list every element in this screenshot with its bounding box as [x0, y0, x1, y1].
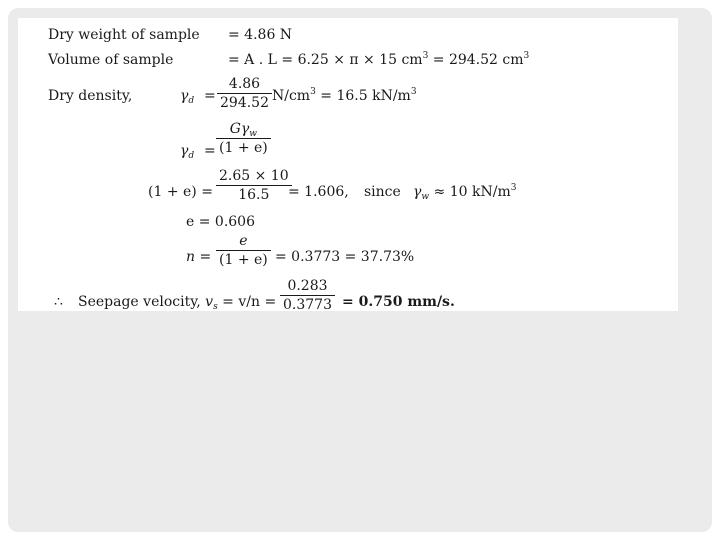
void-ratio-result: e = 0.606: [186, 214, 255, 230]
one-plus-e-result: = 1.606,: [288, 184, 349, 200]
fraction-denominator: (1 + e): [219, 140, 268, 156]
fraction-denominator: 0.3773: [283, 297, 332, 311]
porosity-label: n =: [186, 249, 212, 265]
gamma-d-symbol: $\gamma_d$: [180, 88, 195, 106]
porosity-fraction: [216, 233, 271, 268]
fraction-denominator: 16.5: [238, 187, 270, 203]
fraction-numerator: $G\gamma_w$: [229, 121, 258, 139]
one-plus-e-fraction: [216, 168, 292, 203]
seepage-velocity-label: Seepage velocity, $v_s = v/n$ =: [78, 294, 277, 311]
dry-density-label: Dry density,: [48, 88, 133, 104]
volume-label: Volume of sample: [48, 52, 174, 68]
dry-weight-value: = 4.86 N: [228, 27, 293, 43]
therefore-symbol: ∴: [54, 294, 63, 310]
equals-sign: =: [204, 88, 216, 104]
fraction-numerator: 0.283: [287, 278, 328, 294]
content-panel: [18, 18, 678, 311]
slide-background: [8, 8, 712, 532]
gamma-d-fraction: [216, 121, 271, 156]
gamma-w-value: $\gamma_w \approx 10$ $kN/m^3$: [413, 183, 517, 202]
seepage-fraction: [280, 278, 335, 311]
dry-density-fraction: [217, 76, 272, 111]
one-plus-e-label: (1 + e) =: [148, 184, 213, 200]
gamma-d-symbol-2: $\gamma_d$: [180, 143, 195, 161]
dry-weight-label: Dry weight of sample: [48, 27, 200, 43]
fraction-denominator: 294.52: [220, 95, 269, 111]
equals-sign: =: [204, 143, 216, 159]
porosity-result: = 0.3773 = 37.73%: [275, 249, 415, 265]
fraction-numerator: 4.86: [228, 76, 261, 92]
fraction-denominator: (1 + e): [219, 252, 268, 268]
dry-density-result: $N/cm^3 = 16.5$ $kN/m^3$: [272, 87, 417, 104]
fraction-numerator: 2.65 × 10: [219, 168, 289, 184]
fraction-numerator: e: [239, 233, 248, 249]
since-text: since: [364, 184, 401, 200]
seepage-velocity-result: = 0.750 mm/s.: [342, 294, 455, 310]
volume-value: = A . L = 6.25 × π × 15 $cm^3 = 294.52$ $cm^3$: [228, 51, 530, 68]
